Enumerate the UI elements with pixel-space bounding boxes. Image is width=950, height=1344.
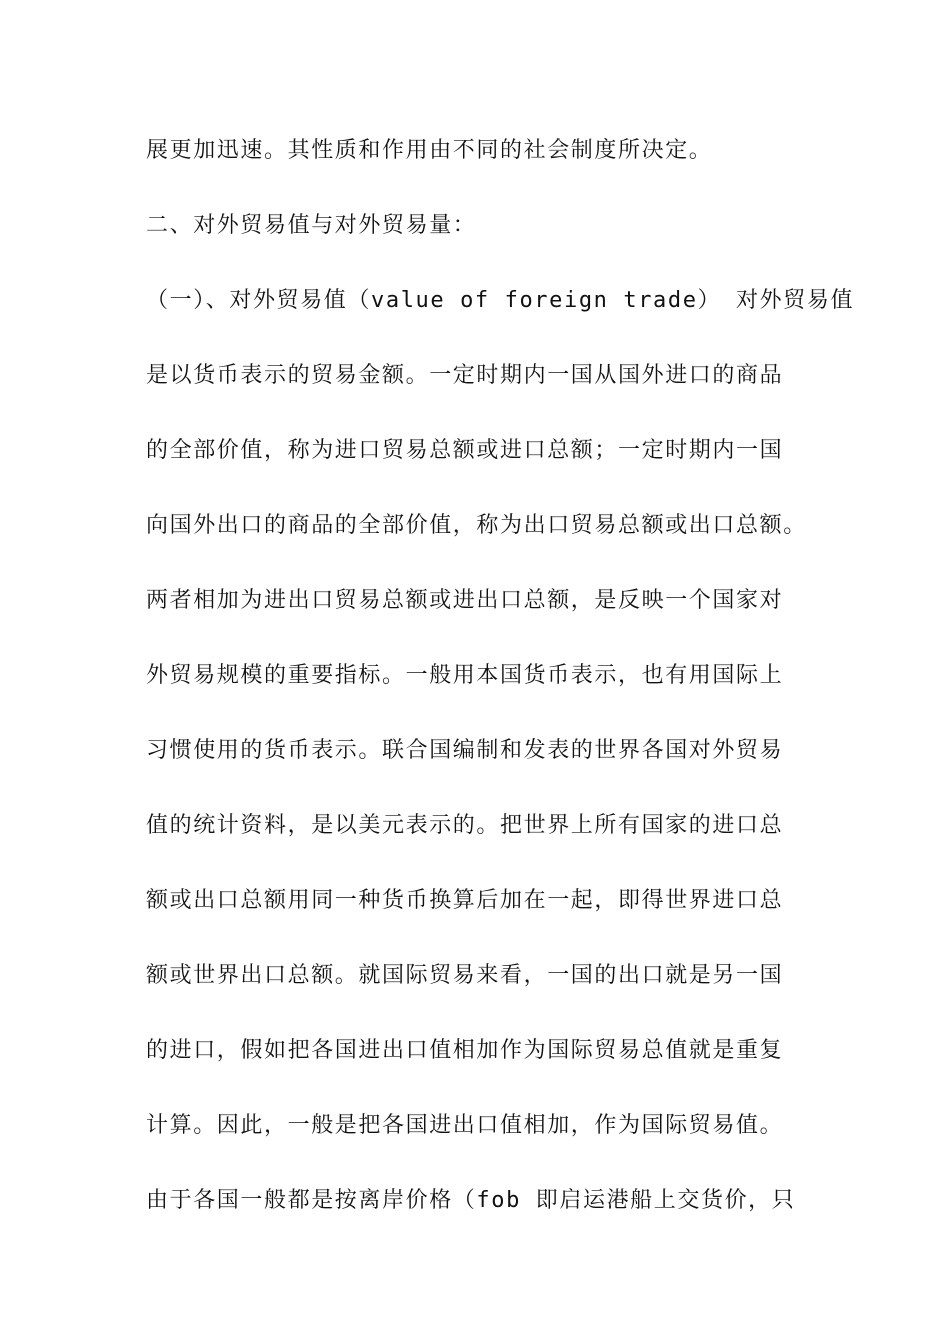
text-line: 的进口，假如把各国进出口值相加作为国际贸易总值就是重复	[146, 1038, 784, 1063]
text-line: 额或出口总额用同一种货币换算后加在一起，即得世界进口总	[146, 888, 784, 913]
text-line: 值的统计资料，是以美元表示的。把世界上所有国家的进口总	[146, 813, 784, 838]
section-heading: 二、对外贸易值与对外贸易量：	[146, 213, 477, 238]
text-line: 的全部价值，称为进口贸易总额或进口总额；一定时期内一国	[146, 438, 784, 463]
subsection-heading: （一）、对外贸易值（value of foreign trade） 对外贸易值	[146, 288, 855, 313]
text-line: 两者相加为进出口贸易总额或进出口总额，是反映一个国家对	[146, 588, 784, 613]
text-line: 额或世界出口总额。就国际贸易来看，一国的出口就是另一国	[146, 963, 784, 988]
text-line: 是以货币表示的贸易金额。一定时期内一国从国外进口的商品	[146, 363, 784, 388]
text-line: 由于各国一般都是按离岸价格（fob 即启运港船上交货价，只	[146, 1188, 796, 1213]
text-line: 习惯使用的货币表示。联合国编制和发表的世界各国对外贸易	[146, 738, 784, 763]
text-line: 计算。因此，一般是把各国进出口值相加，作为国际贸易值。	[146, 1113, 784, 1138]
text-line: 向国外出口的商品的全部价值，称为出口贸易总额或出口总额。	[146, 513, 807, 538]
text-line: 外贸易规模的重要指标。一般用本国货币表示，也有用国际上	[146, 663, 784, 688]
text-line: 展更加迅速。其性质和作用由不同的社会制度所决定。	[146, 138, 713, 163]
